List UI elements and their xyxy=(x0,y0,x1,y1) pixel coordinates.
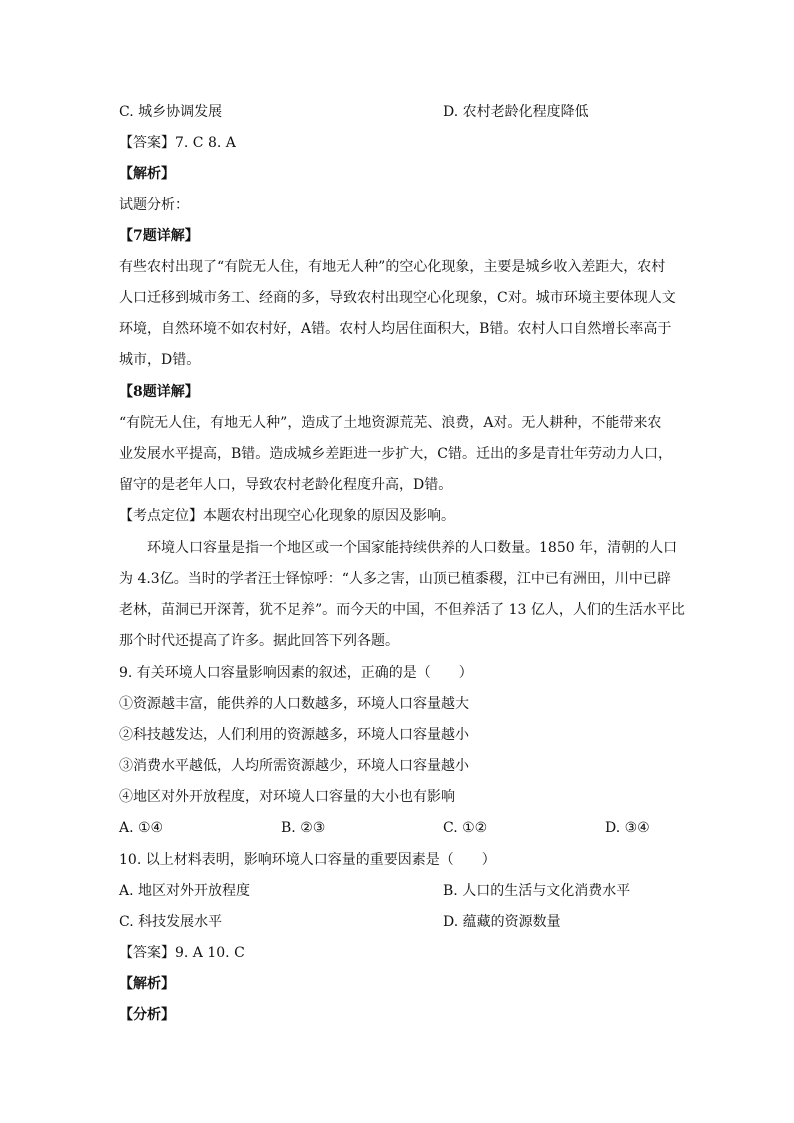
material-line: 环境人口容量是指一个地区或一个国家能持续供养的人口数量。1850 年，清朝的人口 xyxy=(147,540,678,556)
q9-statement: ②科技越发达，人们利用的资源越多，环境人口容量越小 xyxy=(119,727,469,743)
q7-detail-line: 人口迁移到城市务工、经商的多，导致农村出现空心化现象，C对。城市环境主要体现人文 xyxy=(119,290,676,306)
q10-option-a: A. 地区对外开放程度 xyxy=(119,883,251,899)
q9-option-b: B. ②③ xyxy=(281,820,326,836)
q9-option-d: D. ③④ xyxy=(605,820,650,836)
kaodian-note: 【考点定位】本题农村出现空心化现象的原因及影响。 xyxy=(119,508,455,524)
q7-detail-line: 环境，自然环境不如农村好，A错。农村人均居住面积大，B错。农村人口自然增长率高于 xyxy=(119,321,672,337)
q9-stem: 9. 有关环境人口容量影响因素的叙述，正确的是（ ） xyxy=(119,665,473,681)
analysis-heading: 【解析】 xyxy=(119,166,175,182)
q7-detail-line: 有些农村出现了“有院无人住，有地无人种”的空心化现象，主要是城乡收入差距大，农村 xyxy=(119,259,666,275)
material-line: 老林，苗洞已开深菁，犹不足养”。而今天的中国，不但养活了 13 亿人，人们的生活水平比 xyxy=(119,602,685,618)
q8-detail-line: 业发展水平提高，B错。造成城乡差距进一步扩大，C错。迁出的多是青壮年劳动力人口， xyxy=(119,446,672,462)
analysis-heading-2: 【解析】 xyxy=(119,976,175,992)
q9-option-a: A. ①④ xyxy=(119,820,164,836)
q9-statement: ④地区对外开放程度，对环境人口容量的大小也有影响 xyxy=(119,789,455,805)
q9-option-c: C. ①② xyxy=(443,820,488,836)
q10-option-b: B. 人口的生活与文化消费水平 xyxy=(443,883,631,899)
q8-option-d: D. 农村老龄化程度降低 xyxy=(443,104,589,120)
q7-detail-line: 城市，D错。 xyxy=(119,352,201,368)
q8-option-c: C. 城乡协调发展 xyxy=(119,104,223,120)
q8-detail-line: “有院无人住，有地无人种”，造成了土地资源荒芜、浪费，A对。无人耕种，不能带来农 xyxy=(119,415,662,431)
analysis-intro: 试题分析： xyxy=(119,197,189,213)
q10-option-d: D. 蕴藏的资源数量 xyxy=(443,914,561,930)
answer-7-8: 【答案】7. C 8. A xyxy=(119,135,236,151)
q9-statement: ①资源越丰富，能供养的人口数越多，环境人口容量越大 xyxy=(119,696,469,712)
q7-detail-title: 【7题详解】 xyxy=(119,228,199,244)
q9-statement: ③消费水平越低，人均所需资源越少，环境人口容量越小 xyxy=(119,758,469,774)
q10-option-c: C. 科技发展水平 xyxy=(119,914,223,930)
answer-9-10: 【答案】9. A 10. C xyxy=(119,945,245,961)
material-line: 为 4.3亿。当时的学者汪士铎惊呼：“人多之害，山顶已植黍稷，江中已有洲田，川中已辟 xyxy=(119,571,671,587)
fenxi-heading: 【分析】 xyxy=(119,1007,175,1023)
q8-detail-line: 留守的是老年人口，导致农村老龄化程度升高，D错。 xyxy=(119,477,453,493)
q8-detail-title: 【8题详解】 xyxy=(119,384,199,400)
material-line: 那个时代还提高了许多。据此回答下列各题。 xyxy=(119,633,399,649)
q10-stem: 10. 以上材料表明，影响环境人口容量的重要因素是（ ） xyxy=(119,852,496,868)
